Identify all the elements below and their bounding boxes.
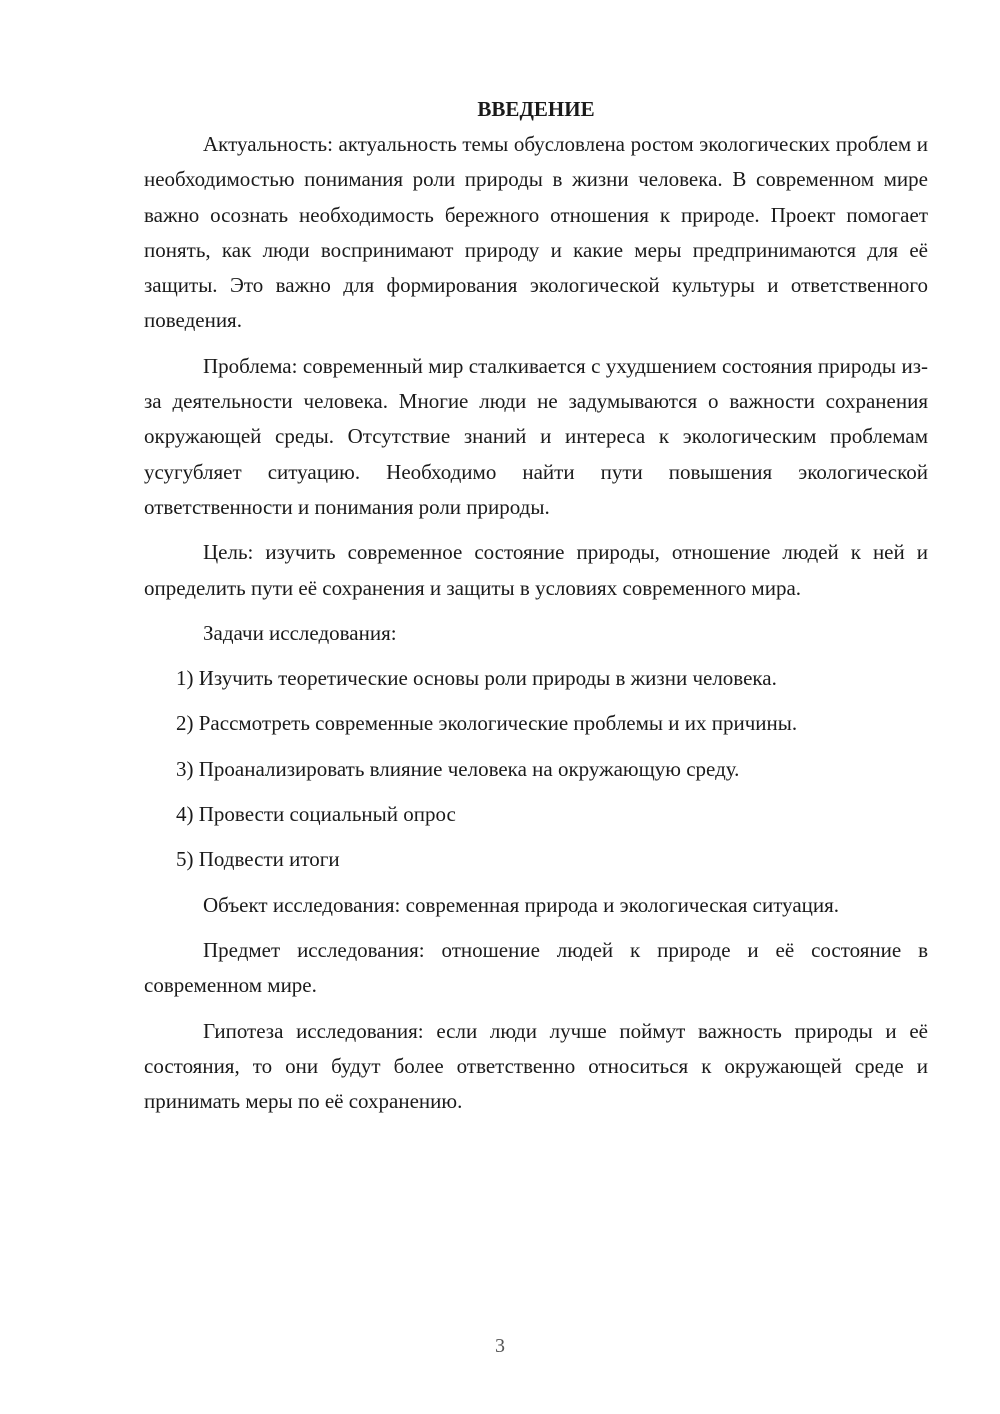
problem-paragraph: Проблема: современный мир сталкивается с ухудшением состояния природы из-за деятельности человека. Многие люди не задумываются о важности сохранения окружающей среды. Отсутствие знаний и интереса к экологическим проблемам усугубляет ситуацию. Необходимо найти пути повышения экологической ответственности и понимания роли природы.: [144, 353, 928, 519]
page-title: ВВЕДЕНИЕ: [477, 97, 595, 121]
subject-paragraph: Предмет исследования: отношение людей к природе и её состояние в современном мире.: [144, 937, 928, 998]
list-item: 4) Провести социальный опрос: [176, 802, 456, 827]
list-item: 3) Проанализировать влияние человека на окружающую среду.: [176, 756, 740, 781]
hypothesis-paragraph: Гипотеза исследования: если люди лучше поймут важность природы и её состояния, то они будут более ответственно относиться к окружающей среде и принимать меры по её сохранению.: [144, 1018, 928, 1114]
list-item: 5) Подвести итоги: [176, 847, 340, 872]
object-paragraph: Объект исследования: современная природа и экологическая ситуация.: [203, 892, 840, 917]
goal-paragraph: Цель: изучить современное состояние природы, отношение людей к ней и определить пути её сохранения и защиты в условиях современного мира.: [144, 540, 928, 600]
page-number: 3: [495, 1335, 505, 1357]
relevance-paragraph: Актуальность: актуальность темы обусловлена ростом экологических проблем и необходимостью понимания роли природы в жизни человека. В современном мире важно осознать необходимость бережного отношения к природе. Проект помогает понять, как люди воспринимают природу и какие меры предпринимаются для её защиты. Это важно для формирования экологической культуры и ответственного поведения.: [144, 132, 928, 333]
document-page: [144, 92, 928, 1129]
tasks-heading: Задачи исследования:: [203, 620, 397, 645]
tasks-list: [144, 661, 928, 877]
list-item: 2) Рассмотреть современные экологические проблемы и их причины.: [176, 711, 798, 736]
list-item: 1) Изучить теоретические основы роли природы в жизни человека.: [176, 666, 777, 691]
